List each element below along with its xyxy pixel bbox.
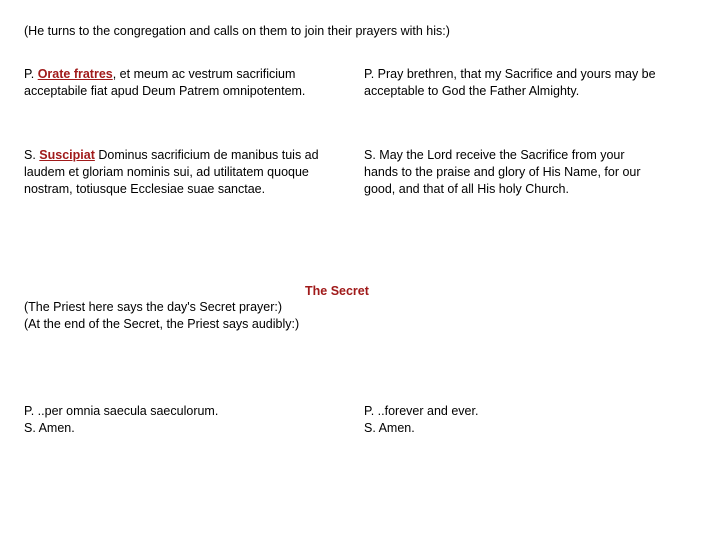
closing-english-line-2: S. Amen. <box>364 421 415 435</box>
orate-english-line-1: P. Pray brethren, that my Sacrifice and yours may be <box>364 67 656 81</box>
suscipiat-english-line-3: good, and that of all His holy Church. <box>364 182 569 196</box>
closing-english-text <box>364 403 478 437</box>
orate-latin-line-1-rest: , et meum ac vestrum sacrificium <box>112 67 296 81</box>
suscipiat-latin-text <box>24 147 319 198</box>
secret-note-1: (The Priest here says the day's Secret prayer:) <box>24 300 283 314</box>
suscipiat-latin-line-1-rest: Dominus sacrificium de manibus tuis ad <box>94 148 319 162</box>
orate-latin-line-1 <box>24 66 305 83</box>
suscipiat-latin-line-1 <box>24 147 319 164</box>
suscipiat-english-line-2: hands to the praise and glory of His Name, for our <box>364 165 641 179</box>
suscipiat-english-text <box>364 147 641 198</box>
secret-heading: The Secret <box>305 284 369 298</box>
suscipiat-latin-line-3: nostram, totiusque Ecclesiae suae sanctae. <box>24 182 266 196</box>
secret-note-2: (At the end of the Secret, the Priest says audibly:) <box>24 317 300 331</box>
suscipiat-keyword: Suscipiat <box>39 148 95 162</box>
closing-latin-text <box>24 403 218 437</box>
orate-english-line-2: acceptable to God the Father Almighty. <box>364 84 580 98</box>
secret-rubrics <box>24 299 299 333</box>
closing-latin-line-2: S. Amen. <box>24 421 75 435</box>
orate-latin-line-2: acceptabile fiat apud Deum Patrem omnipotentem. <box>24 84 306 98</box>
intro-rubric: (He turns to the congregation and calls on them to join their prayers with his:) <box>24 24 450 38</box>
suscipiat-english-line-1: S. May the Lord receive the Sacrifice from your <box>364 148 625 162</box>
suscipiat-latin-line-2: laudem et gloriam nominis sui, ad utilitatem quoque <box>24 165 309 179</box>
closing-english-line-1: P. ..forever and ever. <box>364 404 479 418</box>
orate-fratres-keyword: Orate fratres <box>37 67 113 81</box>
orate-english-text <box>364 66 656 100</box>
orate-latin-text <box>24 66 305 100</box>
suscipiat-speaker-prefix: S. <box>24 148 36 162</box>
orate-speaker-prefix: P. <box>24 67 35 81</box>
closing-latin-line-1: P. ..per omnia saecula saeculorum. <box>24 404 219 418</box>
